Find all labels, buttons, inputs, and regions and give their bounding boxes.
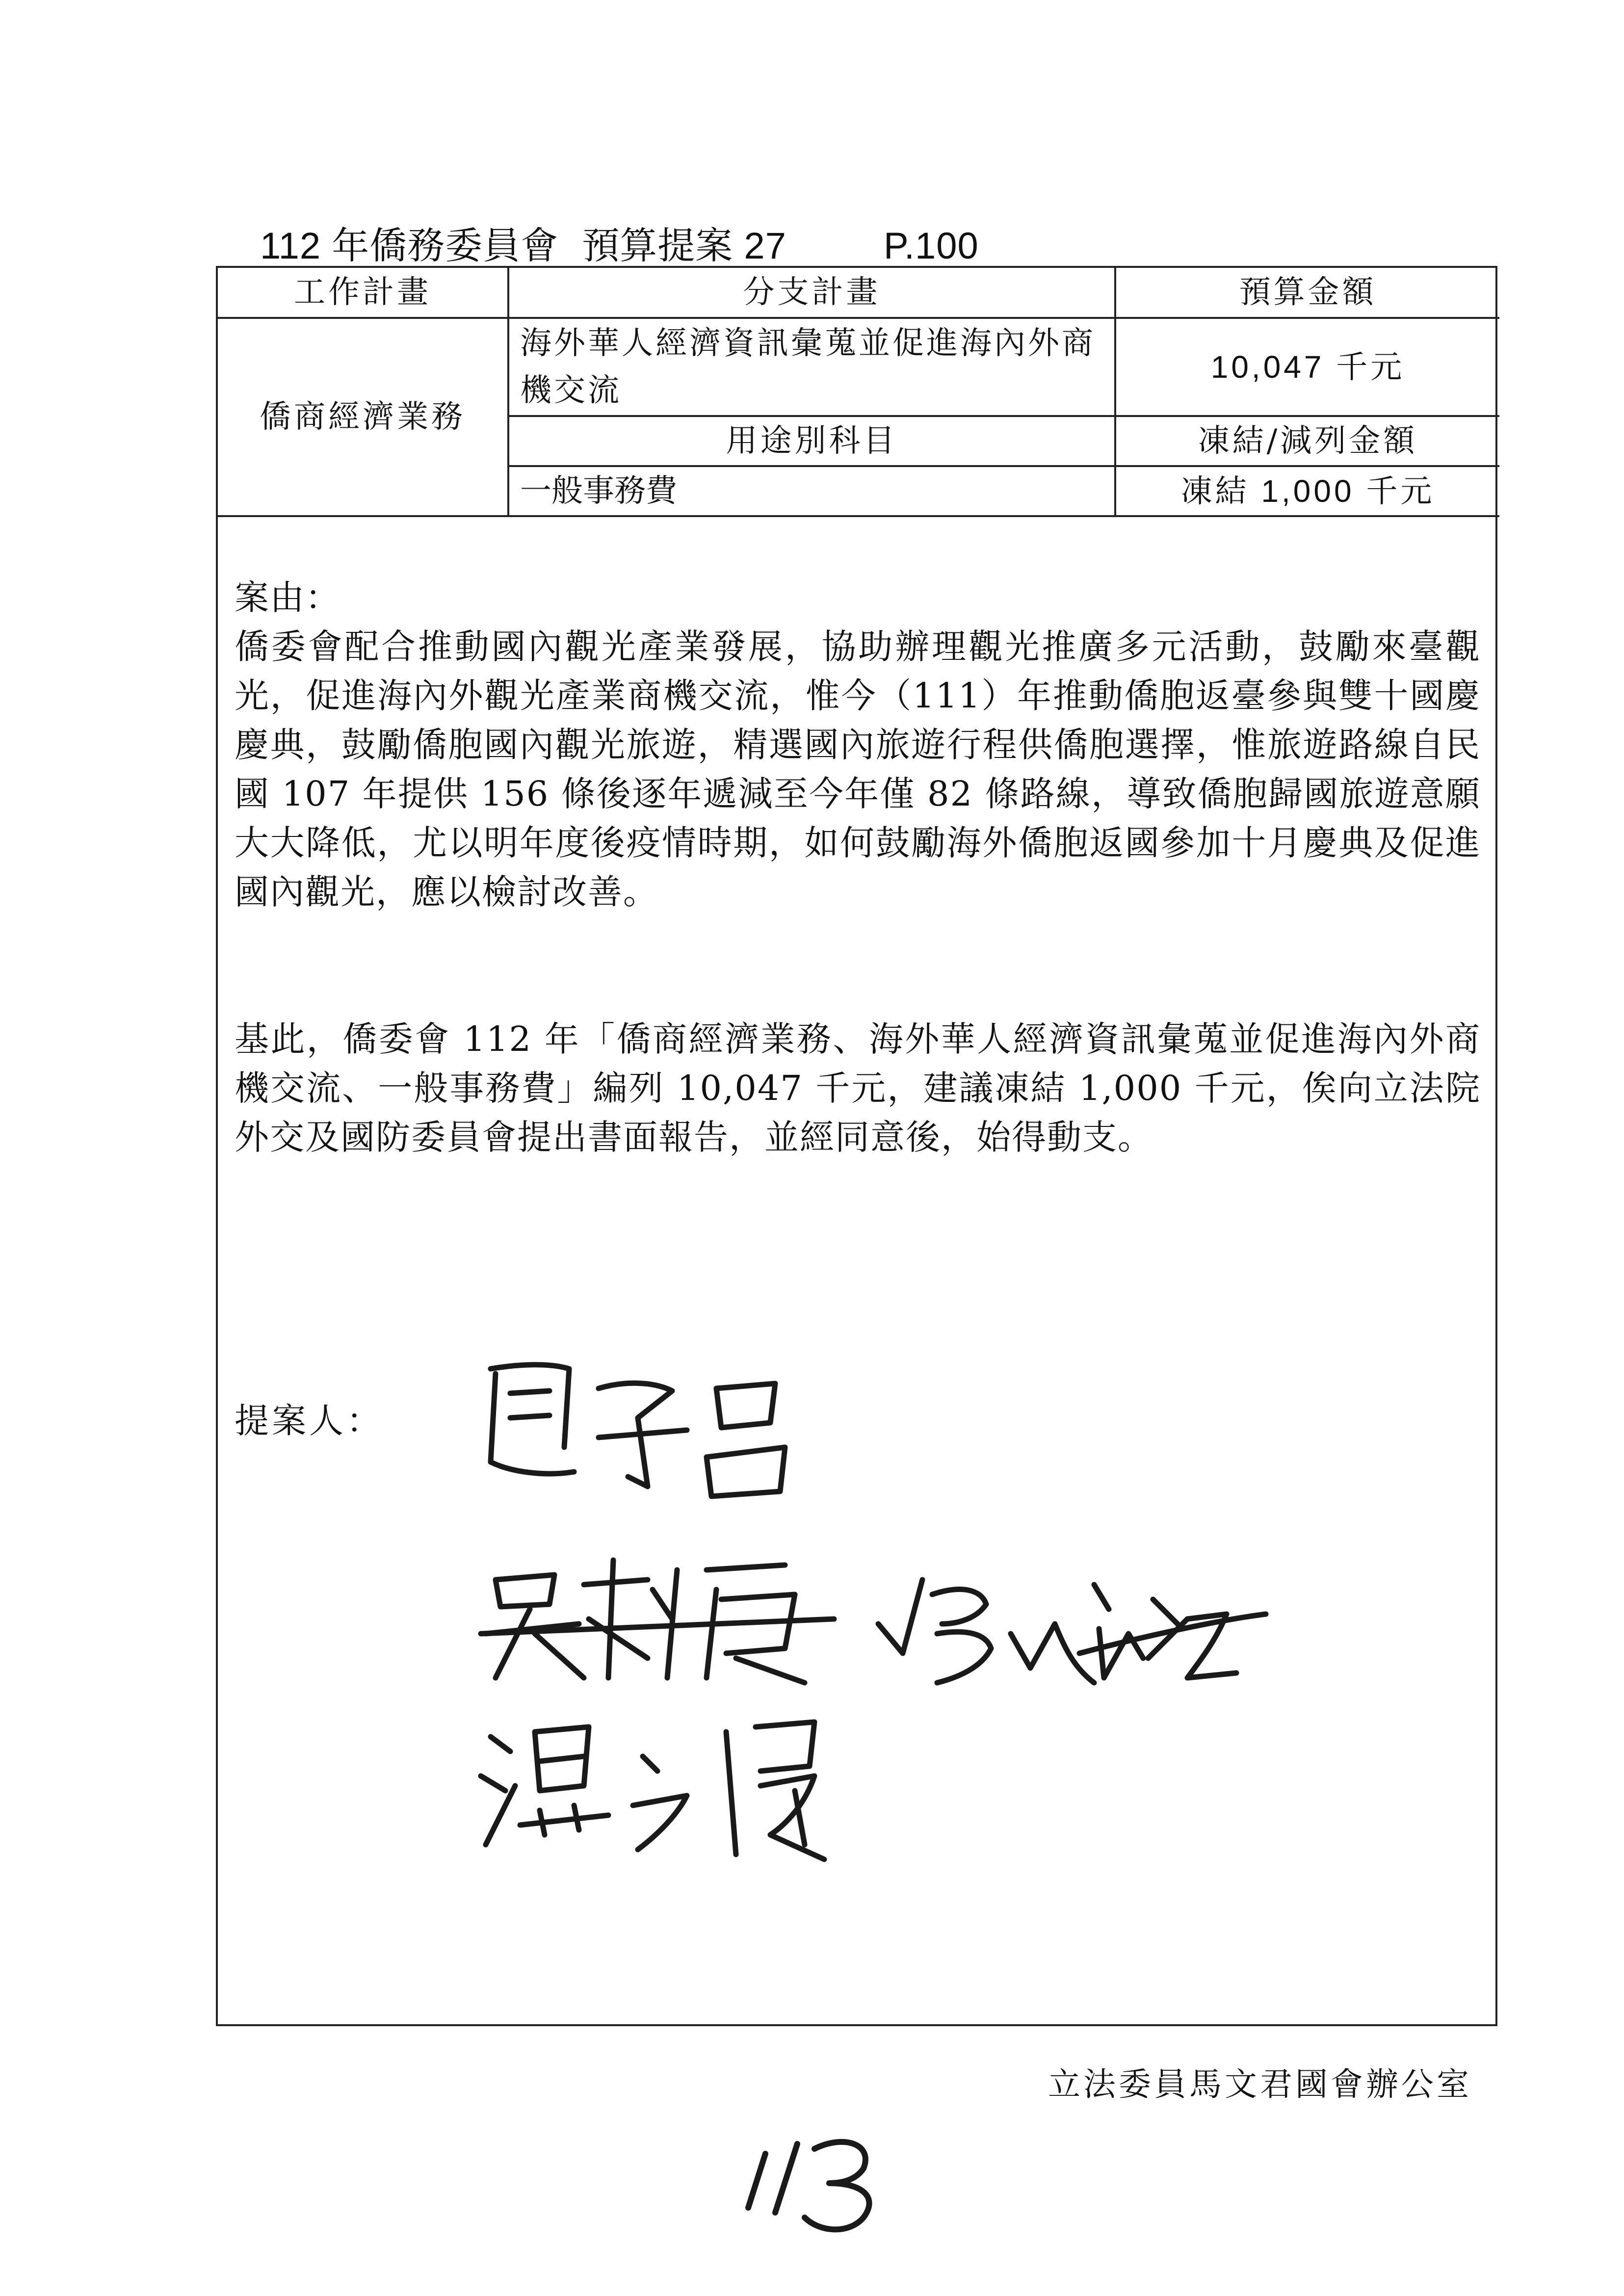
header-page: P.100	[883, 225, 979, 267]
proposal-body	[235, 573, 1481, 1162]
header-plan: 工作計畫	[218, 268, 508, 318]
office-footer: 立法委員馬文君國會辦公室	[1048, 2065, 1472, 2103]
freeze-amount-cell: 凍結 1,000 千元	[1115, 466, 1499, 516]
freeze-header: 凍結/減列金額	[1115, 416, 1499, 466]
purpose-cell: 一般事務費	[508, 466, 1115, 516]
document-header	[260, 216, 1002, 269]
header-title: 112 年僑務委員會	[260, 225, 559, 267]
header-proposal: 預算提案 27	[582, 225, 786, 267]
sub-plan-cell: 海外華人經濟資訊彙蒐並促進海內外商機交流	[508, 318, 1115, 416]
header-sub-plan: 分支計畫	[508, 268, 1115, 318]
plan-cell: 僑商經濟業務	[218, 318, 508, 516]
header-budget-amount: 預算金額	[1115, 268, 1499, 318]
reason-label: 案由：	[235, 577, 341, 618]
purpose-header: 用途別科目	[508, 416, 1115, 466]
table-header-row	[218, 268, 1499, 318]
resolution-paragraph: 基此，僑委會 112 年「僑商經濟業務、海外華人經濟資訊彙蒐並促進海內外商機交流、一般事務費」編列 10,047 千元，建議凍結 1,000 千元，俟向立法院外交及國防委員會提出書面報告，並經同意後，始得動支。	[235, 1019, 1481, 1157]
budget-amount-cell: 10,047 千元	[1115, 318, 1499, 416]
proposer-label: 提案人：	[235, 1401, 384, 1441]
table-row	[218, 318, 1499, 416]
reason-paragraph: 僑委會配合推動國內觀光產業發展，協助辦理觀光推廣多元活動，鼓勵來臺觀光，促進海內外觀光產業商機交流，惟今（111）年推動僑胞返臺參與雙十國慶慶典，鼓勵僑胞國內觀光旅遊，精選國內旅遊行程供僑胞選擇，惟旅遊路線自民國 107 年提供 156 條後逐年遞減至今年僅 82 條路線，導致僑胞歸國旅遊意願大大降低，尤以明年度後疫情時期，如何鼓勵海外僑胞返國參加十月慶典及促進國內觀光，應以檢討改善。	[235, 626, 1481, 912]
budget-table	[218, 268, 1499, 517]
